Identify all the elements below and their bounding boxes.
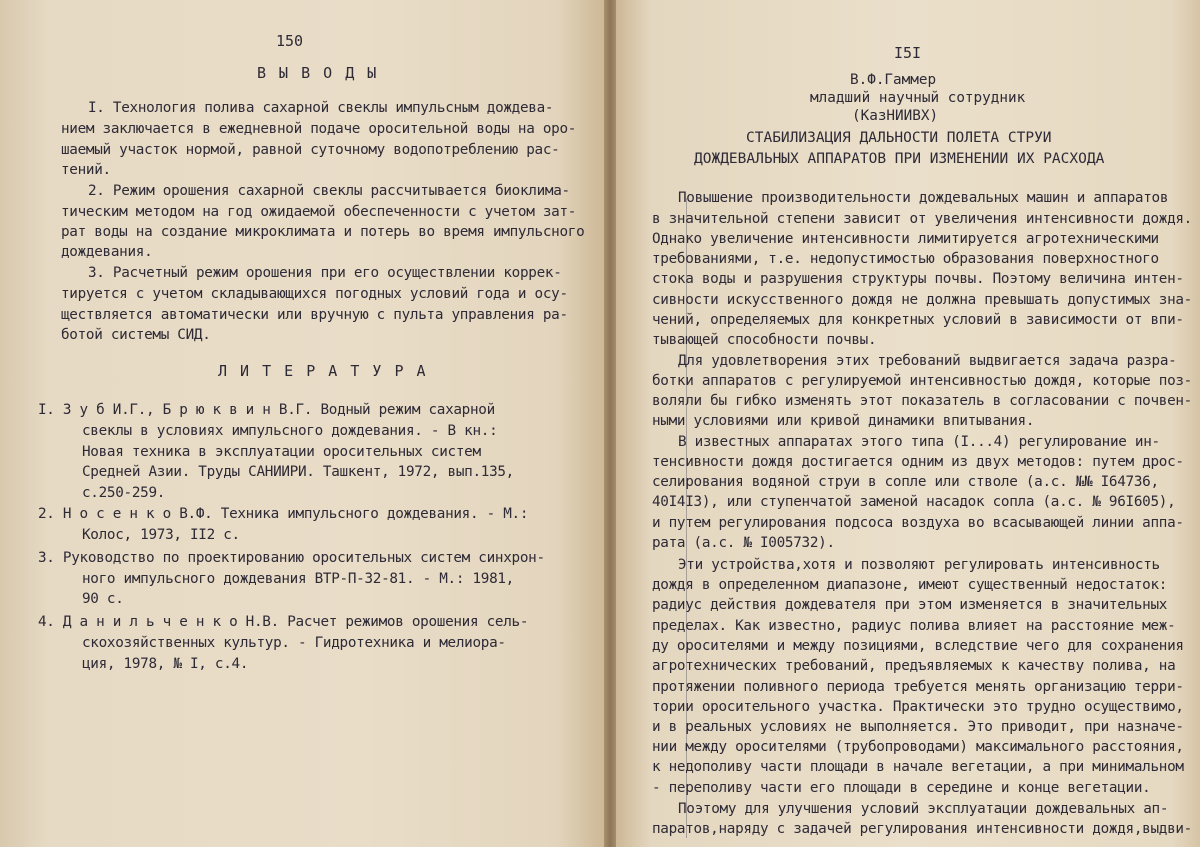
text-line: ду оросителями и между позициями, вследствие чего для сохранения [652, 638, 1184, 654]
author-name: В.Ф.Гаммер [850, 72, 937, 88]
text-line: дождевания. [61, 244, 153, 260]
reference-line: скохозяйственных культур. - Гидротехника и мелиора- [82, 635, 506, 651]
text-line: и путем регулирования подсоса воздуха во всасывающей линии аппа- [652, 515, 1184, 531]
text-line: - переполиву части его площади в середине и конце вегетации. [652, 780, 1151, 796]
text-line: и в реальных условиях не выполняется. Это приводит, при назначе- [652, 719, 1184, 735]
text-line: паратов,наряду с задачей регулирования интенсивности дождя,выдви- [652, 821, 1192, 837]
conclusions-heading: В Ы В О Д Ы [257, 64, 379, 82]
text-line: тории оросительного участка. Практически это трудно осуществимо, [652, 699, 1184, 715]
text-line: Поэтому для улучшения условий эксплуатации дождевальных ап- [678, 801, 1169, 817]
text-line: Для удовлетворения этих требований выдвигается задача разра- [678, 353, 1177, 369]
text-line: рата (а.с. № I005732). [652, 535, 835, 551]
text-line: стока воды и разрушения структуры почвы. Поэтому величина интен- [652, 271, 1184, 287]
title-line: ДОЖДЕВАЛЬНЫХ АППАРАТОВ ПРИ ИЗМЕНЕНИИ ИХ РАСХОДА [694, 151, 1105, 167]
reference-line: Новая техника в эксплуатации оросительных систем [82, 444, 481, 460]
page-number: 150 [276, 32, 304, 50]
text-line: тическим методом на год ожидаемой обеспеченности с учетом зат- [61, 204, 577, 220]
text-line: ботки аппаратов с регулируемой интенсивностью дождя, которые поз- [652, 373, 1192, 389]
reference-line: ного импульсного дождевания ВТР-П-32-81. - М.: 1981, [82, 571, 514, 587]
text-line: I. Технология полива сахарной свеклы импульсным дождева- [88, 100, 554, 116]
reference-line: 4. Д а н и л ь ч е н к о Н.В. Расчет режимов орошения сель- [38, 614, 529, 630]
text-line: дождя в определенном диапазоне, имеют существенный недостаток: [652, 577, 1168, 593]
text-line: 40I4I3), или ступенчатой заменой насадок сопла (а.с. № 96I605), [652, 494, 1176, 510]
text-line: в значительной степени зависит от увеличения интенсивности дождя. [652, 211, 1192, 227]
text-line: радиус действия дождевателя при этом изменяется в значительных [652, 597, 1168, 613]
text-line: тенсивности дождя достигается одним из двух методов: путем дрос- [652, 454, 1184, 470]
text-line: шаемый участок нормой, равной суточному водопотреблению рас- [61, 142, 560, 158]
text-line: Повышение производительности дождевальных машин и аппаратов [678, 190, 1169, 206]
text-line: нием заключается в ежедневной подаче оросительной воды на оро- [61, 121, 577, 137]
text-line: Эти устройства,хотя и позволяют регулировать интенсивность [678, 557, 1160, 573]
reference-line: 90 с. [82, 591, 124, 607]
text-line: нии между оросителями (трубопроводами) максимального расстояния, [652, 739, 1184, 755]
text-line: воляли бы гибко изменять этот показатель в согласовании с почвен- [652, 393, 1192, 409]
text-line: ными условиями или кривой динамики впитывания. [652, 413, 1035, 429]
text-line: селирования водяной струи в сопле или стволе (а.с. №№ I64736, [652, 474, 1159, 490]
text-line: чений, определяемых для конкретных условий в зависимости от впи- [652, 312, 1184, 328]
reference-line: Колос, 1973, II2 с. [82, 527, 240, 543]
text-line: протяжении поливного периода требуется менять организацию терри- [652, 679, 1184, 695]
reference-line: I. З у б И.Г., Б р ю к в и н В.Г. Водный режим сахарной [38, 402, 495, 418]
reference-line: ция, 1978, № I, с.4. [82, 656, 249, 672]
reference-line: с.250-259. [82, 485, 166, 501]
text-line: рат воды на создание микроклимата и потерь во время импульсного [61, 224, 585, 240]
text-line: ботой системы СИД. [61, 327, 211, 343]
text-line: пределах. Как известно, радиус полива влияет на расстояние меж- [652, 618, 1176, 634]
book-gutter [604, 0, 616, 847]
text-line: 2. Режим орошения сахарной свеклы рассчитывается биоклима- [88, 183, 570, 199]
page-number: I5I [894, 44, 922, 62]
text-line: 3. Расчетный режим орошения при его осуществлении коррек- [88, 265, 562, 281]
text-line: тируется с учетом складывающихся погодных условий года и осу- [61, 286, 568, 302]
literature-heading: Л И Т Е Р А Т У Р А [218, 362, 428, 380]
reference-line: Средней Азии. Труды САНИИРИ. Ташкент, 1972, вып.135, [82, 464, 514, 480]
author-position: младший научный сотрудник [810, 90, 1026, 106]
text-line: Однако увеличение интенсивности лимитируется агротехническими [652, 231, 1159, 247]
text-line: тений. [61, 162, 111, 178]
text-line: В известных аппаратах этого типа (I...4) регулирование ин- [678, 434, 1160, 450]
reference-line: 3. Руководство по проектированию оросительных систем синхрон- [38, 550, 545, 566]
author-institute: (КазНИИВХ) [852, 108, 939, 124]
text-line: к недополиву части площади в начале вегетации, а при минимальном [652, 759, 1184, 775]
text-line: ществляется автоматически или вручную с пульта управления ра- [61, 307, 568, 323]
reference-line: 2. Н о с е н к о В.Ф. Техника импульсного дождевания. - М.: [38, 506, 529, 522]
reference-line: свеклы в условиях импульсного дождевания. - В кн.: [82, 423, 498, 439]
text-line: агротехнических требований, предъявляемых к качеству полива, на [652, 658, 1176, 674]
text-line: сивности искусственного дождя не должна превышать допустимых зна- [652, 292, 1192, 308]
text-line: требованиями, т.е. недопустимостью образования поверхностного [652, 251, 1159, 267]
text-line: тывающей способности почвы. [652, 332, 877, 348]
title-line: СТАБИЛИЗАЦИЯ ДАЛЬНОСТИ ПОЛЕТА СТРУИ [746, 130, 1052, 146]
